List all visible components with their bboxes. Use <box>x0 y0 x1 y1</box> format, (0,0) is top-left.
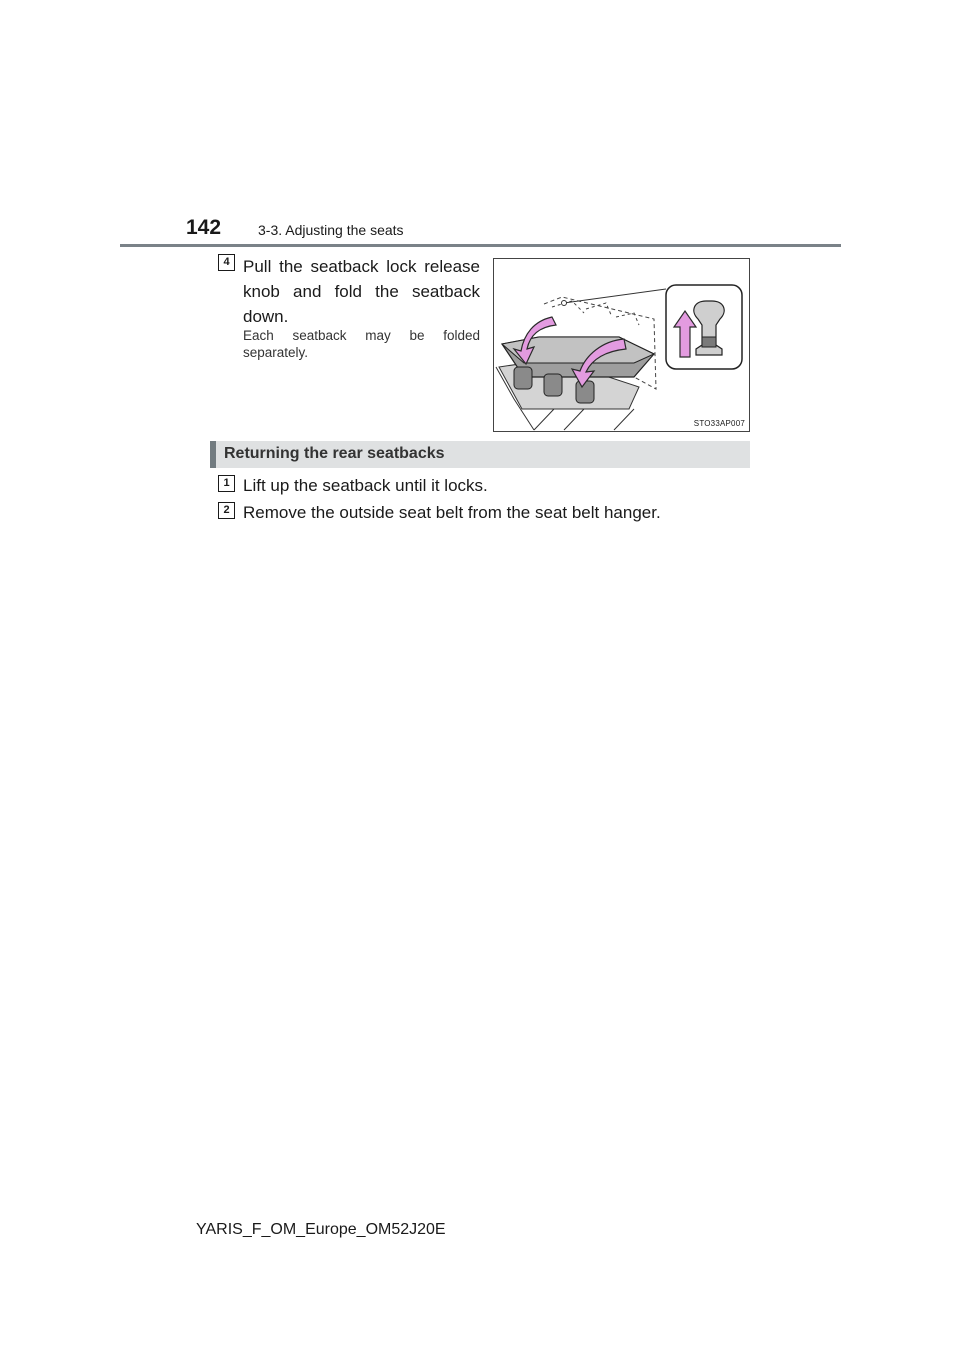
figure-code: STO33AP007 <box>693 419 745 428</box>
step-badge-4: 4 <box>218 254 235 271</box>
step-badge-2: 2 <box>218 502 235 519</box>
callout-line <box>564 289 666 303</box>
headrest-3 <box>576 381 594 403</box>
step-badge-1: 1 <box>218 475 235 492</box>
returning-heading-bar <box>210 441 750 468</box>
seat-fold-drawing <box>494 259 749 431</box>
knob-collar <box>702 337 716 347</box>
returning-step-2-text: Remove the outside seat belt from the seat belt hanger. <box>243 503 661 522</box>
seatback-illustration <box>493 258 750 432</box>
returning-step-1-text: Lift up the seatback until it locks. <box>243 476 488 495</box>
headrest-1 <box>514 367 532 389</box>
footer-doc-id: YARIS_F_OM_Europe_OM52J20E <box>196 1221 446 1238</box>
step-4-text: Pull the seatback lock release knob and fold the seatback down. <box>243 257 480 326</box>
section-title: 3-3. Adjusting the seats <box>258 222 404 238</box>
headrest-2 <box>544 374 562 396</box>
callout-knob-point <box>562 301 567 306</box>
step-4-note: Each seatback may be folded separately. <box>243 328 480 360</box>
returning-heading: Returning the rear seatbacks <box>224 445 445 462</box>
header-rule <box>120 244 841 247</box>
page-number: 142 <box>186 216 222 239</box>
